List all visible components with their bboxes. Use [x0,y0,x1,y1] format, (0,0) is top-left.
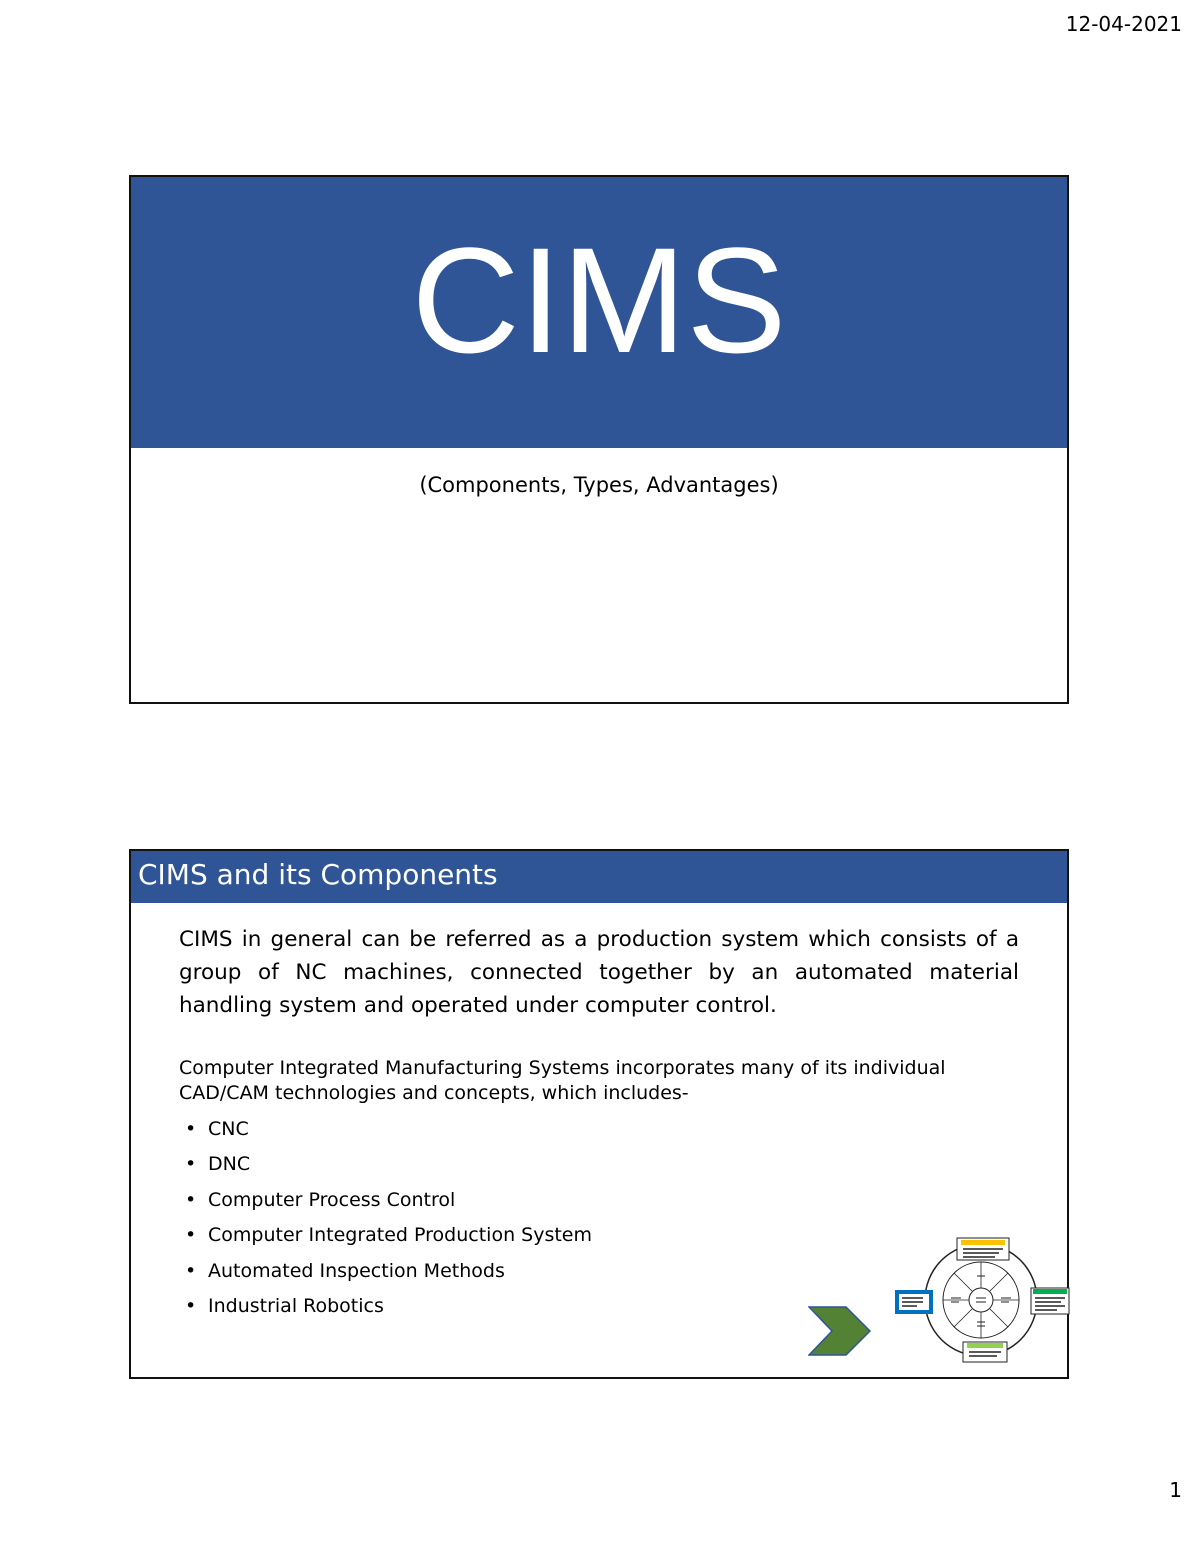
list-item-label: Industrial Robotics [208,1294,384,1317]
list-item: • CNC [185,1118,249,1140]
title-slide [129,175,1069,704]
chevron-arrow-icon[interactable] [808,1306,872,1356]
list-item: • DNC [185,1153,251,1176]
slide-subtitle: (Components, Types, Advantages) [419,473,779,497]
components-slide [129,849,1069,1379]
list-item-label: Automated Inspection Methods [208,1259,505,1282]
list-item: • Computer Integrated Production System [185,1224,593,1247]
page-number: 1 [1169,1478,1182,1502]
list-item-label: DNC [208,1153,251,1176]
list-item: • Computer Process Control [185,1188,456,1211]
lead-paragraph: Computer Integrated Manufacturing Systems incorporates many of its individual CAD/CAM technologies and concepts, which includes- [179,1057,946,1104]
cim-wheel-diagram [895,1236,1071,1366]
slide-heading: CIMS and its Components [138,858,498,891]
slide-title: CIMS [411,216,787,384]
intro-paragraph: CIMS in general can be referred as a production system which consists of a group of NC machines, connected together by an automated material handling system and operated under computer control. [179,927,1019,1018]
list-item-label: CNC [208,1118,249,1140]
list-item-label: Computer Integrated Production System [208,1224,593,1247]
list-item: • Automated Inspection Methods [185,1259,505,1282]
list-item-label: Computer Process Control [208,1188,456,1211]
component-list [185,1112,592,1324]
page-date: 12-04-2021 [1065,12,1182,36]
list-item: • Industrial Robotics [185,1294,384,1317]
